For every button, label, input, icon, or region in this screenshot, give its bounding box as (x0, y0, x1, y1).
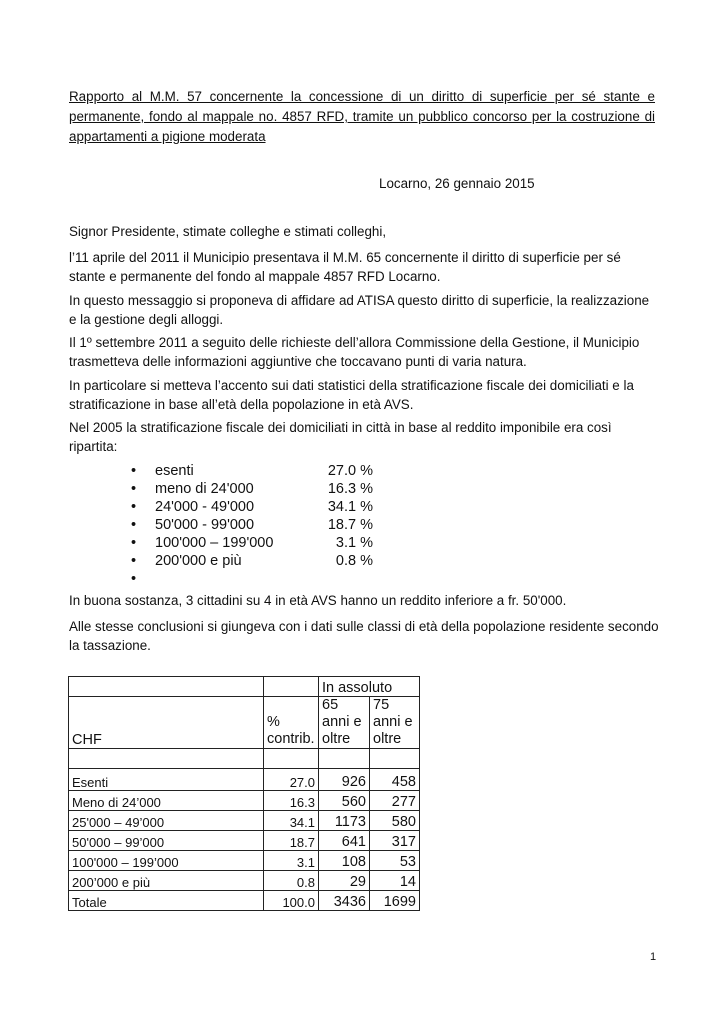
document-date: Locarno, 26 gennaio 2015 (379, 176, 535, 191)
row-65: 3436 (319, 891, 370, 911)
row-65: 560 (319, 791, 370, 811)
table-row (69, 769, 420, 791)
row-75: 580 (370, 811, 420, 831)
bullet-value: 16.3 % (327, 481, 373, 497)
bullet-value: 34.1 % (327, 499, 373, 515)
bullet-label: 200'000 e più (155, 553, 242, 569)
header-75-plus: 75 anni e oltre (370, 697, 420, 749)
table-cell (69, 677, 264, 697)
page-number: 1 (650, 951, 657, 963)
row-75: 14 (370, 871, 420, 891)
table-cell (69, 749, 264, 769)
bullet-value: 27.0 % (327, 463, 373, 479)
table-row (69, 791, 420, 811)
paragraph-4: In particolare si metteva l’accento sui dati statistici della stratificazione fiscale dei domiciliati e la stratificazione in base all’età della popolazione in età AVS. (69, 378, 634, 412)
bullet-glyph: • (131, 535, 137, 551)
header-pct-contrib: % contrib. (264, 697, 319, 749)
bullet-label: 24'000 - 49'000 (155, 499, 255, 515)
bullet-label: meno di 24'000 (155, 481, 254, 497)
paragraph-1: l’11 aprile del 2011 il Municipio presentava il M.M. 65 concernente il diritto di superficie per sé stante e permanente del fondo al mappale 4857 RFD Locarno. (69, 250, 621, 284)
row-label: 25'000 – 49’000 (69, 811, 264, 831)
table-spacer-row (69, 749, 420, 769)
bullet-value: 0.8 % (335, 553, 373, 569)
header-65-plus: 65 anni e oltre (319, 697, 370, 749)
table-row (69, 811, 420, 831)
table-cell (319, 749, 370, 769)
group-header-cell: In assoluto (319, 677, 420, 697)
bullet-glyph: • (131, 499, 137, 515)
row-label: Meno di 24’000 (69, 791, 264, 811)
bullet-label: esenti (155, 463, 194, 479)
row-75: 277 (370, 791, 420, 811)
bullet-glyph: • (131, 481, 137, 497)
row-label: 200’000 e più (69, 871, 264, 891)
row-pct: 34.1 (264, 811, 319, 831)
bullet-glyph: • (131, 463, 137, 479)
bullet-glyph: • (131, 553, 137, 569)
row-75: 458 (370, 769, 420, 791)
table-cell (264, 677, 319, 697)
row-65: 1173 (319, 811, 370, 831)
row-pct: 18.7 (264, 831, 319, 851)
row-label: 50'000 – 99’000 (69, 831, 264, 851)
row-pct: 27.0 (264, 769, 319, 791)
income-age-table (68, 676, 420, 911)
table-row (69, 831, 420, 851)
row-75: 53 (370, 851, 420, 871)
row-pct: 100.0 (264, 891, 319, 911)
paragraph-5: Nel 2005 la stratificazione fiscale dei domiciliati in città in base al reddito imponibile era così ripartita: (69, 420, 612, 454)
row-65: 29 (319, 871, 370, 891)
bullet-value: 18.7 % (327, 517, 373, 533)
row-75: 317 (370, 831, 420, 851)
bullet-glyph: • (131, 571, 137, 587)
row-65: 641 (319, 831, 370, 851)
table-cell (264, 749, 319, 769)
paragraph-3: Il 1º settembre 2011 a seguito delle richieste dell’allora Commissione della Gestione, il Municipio trasmetteva delle informazioni aggiuntive che toccavano punti di varia natura. (69, 335, 640, 369)
row-75: 1699 (370, 891, 420, 911)
bullet-glyph: • (131, 517, 137, 533)
paragraph-6: In buona sostanza, 3 cittadini su 4 in età AVS hanno un reddito inferiore a fr. 50'000. (69, 593, 567, 608)
row-label: Esenti (69, 769, 264, 791)
document-title: Rapporto al M.M. 57 concernente la concessione di un diritto di superficie per sé stante e permanente, fondo al mappale no. 4857 RFD, tramite un pubblico concorso per la costruzione di appartamenti a pigione moderata (69, 89, 655, 144)
row-65: 926 (319, 769, 370, 791)
table-cell (370, 749, 420, 769)
salutation: Signor Presidente, stimate colleghe e stimati colleghi, (69, 224, 387, 239)
row-label: Totale (69, 891, 264, 911)
row-pct: 3.1 (264, 851, 319, 871)
row-label: 100'000 – 199’000 (69, 851, 264, 871)
bullet-label: 100'000 – 199'000 (155, 535, 274, 551)
table-row (69, 851, 420, 871)
row-65: 108 (319, 851, 370, 871)
paragraph-2: In questo messaggio si proponeva di affidare ad ATISA questo diritto di superficie, la realizzazione e la gestione degli alloggi. (69, 293, 650, 327)
bullet-value: 3.1 % (335, 535, 373, 551)
bullet-label: 50'000 - 99'000 (155, 517, 255, 533)
paragraph-7: Alle stesse conclusioni si giungeva con i dati sulle classi di età della popolazione residente secondo la tassazione. (69, 619, 659, 653)
table-header-row (69, 697, 420, 749)
table-total-row (69, 891, 420, 911)
table-header-row (69, 677, 420, 697)
row-pct: 16.3 (264, 791, 319, 811)
row-pct: 0.8 (264, 871, 319, 891)
header-chf: CHF (69, 697, 264, 749)
table-row (69, 871, 420, 891)
